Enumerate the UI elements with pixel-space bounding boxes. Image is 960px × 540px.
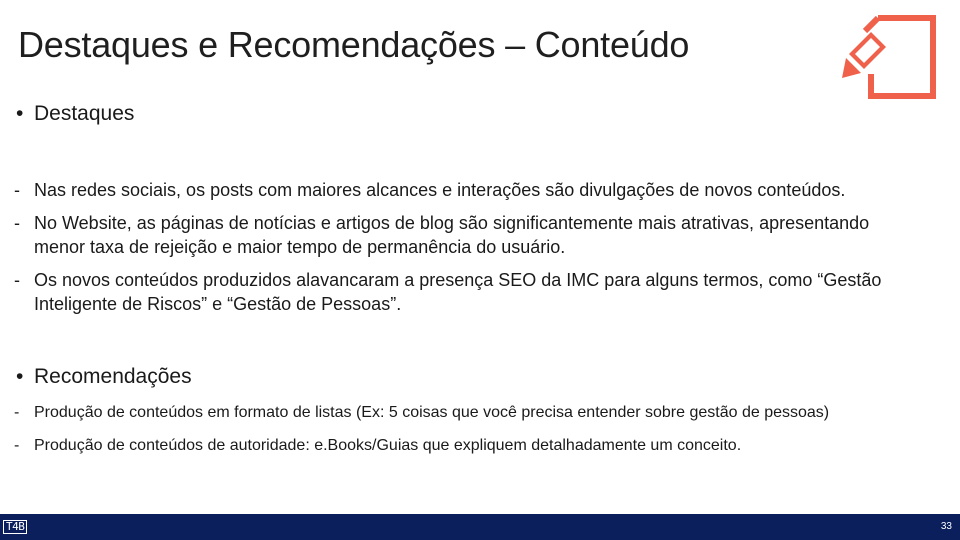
edit-document-icon [838, 14, 938, 100]
highlights-heading [16, 102, 134, 126]
dash-glyph: - [14, 404, 20, 421]
dash-glyph: - [14, 270, 20, 290]
list-item [14, 402, 944, 424]
recommendations-heading-text: Recomendações [34, 365, 192, 388]
dash-glyph: - [14, 180, 20, 200]
footer-logo: T4B [3, 520, 27, 534]
page-number: 33 [940, 521, 952, 532]
list-item-text: Produção de conteúdos em formato de listas (Ex: 5 coisas que você precisa entender sobre gestão de pessoas) [34, 404, 830, 421]
list-item [14, 268, 914, 316]
list-item-text: No Website, as páginas de notícias e artigos de blog são significantemente mais atrativas, apresentando menor taxa de rejeição e maior tempo de permanência do usuário. [34, 213, 870, 257]
list-item [14, 178, 914, 202]
highlights-heading-text: Destaques [34, 102, 135, 125]
list-item-text: Produção de conteúdos de autoridade: e.Books/Guias que expliquem detalhadamente um conceito. [34, 437, 742, 454]
list-item-text: Nas redes sociais, os posts com maiores alcances e interações são divulgações de novos conteúdos. [34, 180, 846, 200]
highlights-list [14, 178, 914, 325]
footer-bar [0, 514, 960, 540]
bullet-glyph: • [16, 102, 24, 125]
dash-glyph: - [14, 213, 20, 233]
recommendations-list [14, 402, 944, 468]
list-item-text: Os novos conteúdos produzidos alavancaram a presença SEO da IMC para alguns termos, como “Gestão Inteligente de Riscos” e “Gestão de Pessoas”. [34, 270, 882, 314]
list-item [14, 435, 944, 457]
recommendations-heading [16, 365, 192, 389]
dash-glyph: - [14, 437, 20, 454]
list-item [14, 211, 914, 259]
slide-title: Destaques e Recomendações – Conteúdo [18, 24, 690, 65]
bullet-glyph: • [16, 365, 24, 388]
